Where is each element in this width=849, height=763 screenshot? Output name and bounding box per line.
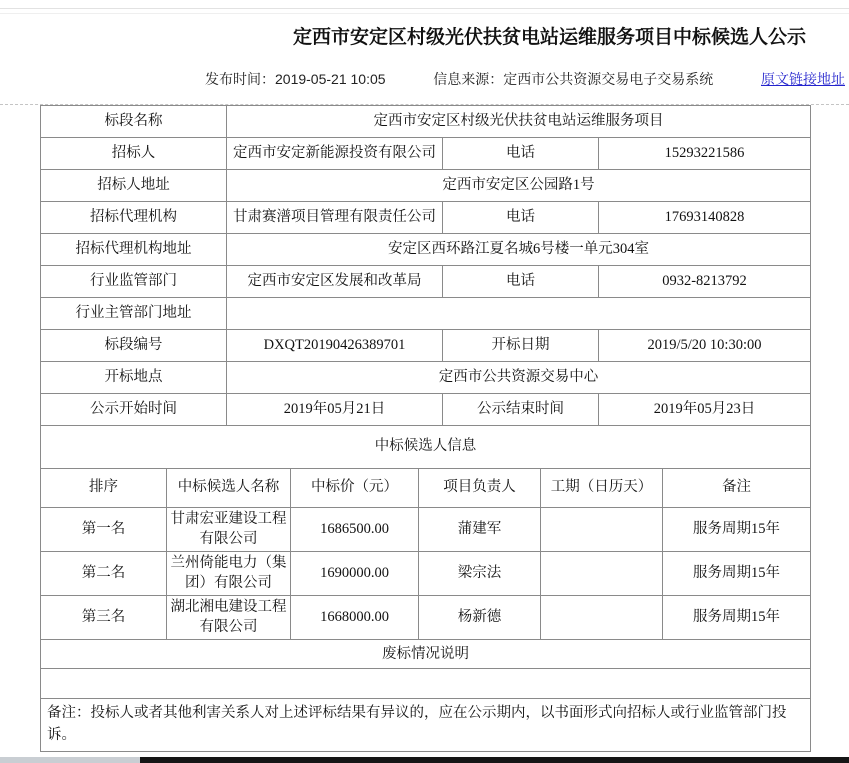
page-title: 定西市安定区村级光伏扶贫电站运维服务项目中标候选人公示 (292, 27, 806, 48)
candidate-price: 1668000.00 (291, 596, 419, 640)
row-label: 招标代理机构 (41, 202, 227, 234)
candidate-duration (541, 508, 663, 552)
phone-label: 电话 (443, 202, 599, 234)
table-row-agency (41, 202, 811, 234)
row-label: 招标代理机构地址 (41, 234, 227, 266)
invalid-bid-title: 废标情况说明 (41, 640, 811, 669)
publish-time-value: 2019-05-21 10:05 (275, 71, 386, 87)
row-value: 定西市安定区村级光伏扶贫电站运维服务项目 (227, 106, 811, 138)
candidate-name: 湖北湘电建设工程有限公司 (167, 596, 291, 640)
row-value: 甘肃赛潽项目管理有限责任公司 (227, 202, 443, 234)
candidate-row-3 (41, 596, 811, 640)
candidate-price: 1686500.00 (291, 508, 419, 552)
top-divider-line-2 (0, 13, 849, 14)
column-header-note: 备注 (663, 469, 811, 508)
candidate-rank: 第三名 (41, 596, 167, 640)
candidates-section-title: 中标候选人信息 (41, 426, 811, 469)
footnote-text: 备注：投标人或者其他利害关系人对上述评标结果有异议的，应在公示期内，以书面形式向招标人或行业监管部门投诉。 (41, 699, 811, 752)
row-value: 定西市安定新能源投资有限公司 (227, 138, 443, 170)
table-row-section-name (41, 106, 811, 138)
candidate-manager: 蒲建军 (419, 508, 541, 552)
table-row-agency-address (41, 234, 811, 266)
candidate-duration (541, 596, 663, 640)
candidate-name: 兰州倚能电力（集团）有限公司 (167, 552, 291, 596)
candidate-rank: 第二名 (41, 552, 167, 596)
info-source-value: 定西市公共资源交易电子交易系统 (503, 71, 714, 87)
candidates-table (40, 425, 811, 752)
row-label: 行业监管部门 (41, 266, 227, 298)
column-header-rank: 排序 (41, 469, 167, 508)
row-value (227, 298, 811, 330)
candidate-note: 服务周期15年 (663, 552, 811, 596)
column-header-price: 中标价（元） (291, 469, 419, 508)
row-value-2: 2019年05月23日 (599, 394, 811, 426)
row-value: 定西市公共资源交易中心 (227, 362, 811, 394)
phone-value: 15293221586 (599, 138, 811, 170)
row-label: 招标人 (41, 138, 227, 170)
row-value: 2019年05月21日 (227, 394, 443, 426)
candidate-note: 服务周期15年 (663, 508, 811, 552)
row-value: DXQT20190426389701 (227, 330, 443, 362)
invalid-bid-content-row (41, 669, 811, 699)
column-header-manager: 项目负责人 (419, 469, 541, 508)
row-label: 开标地点 (41, 362, 227, 394)
column-header-name: 中标候选人名称 (167, 469, 291, 508)
phone-value: 0932-8213792 (599, 266, 811, 298)
bottom-bar-dark-segment (140, 757, 849, 763)
phone-value: 17693140828 (599, 202, 811, 234)
row-value-2: 2019/5/20 10:30:00 (599, 330, 811, 362)
bottom-bar-light-segment (0, 757, 140, 763)
original-text-link[interactable]: 原文链接地址 (760, 71, 845, 87)
row-value: 定西市安定区公园路1号 (227, 170, 811, 202)
candidate-name: 甘肃宏亚建设工程有限公司 (167, 508, 291, 552)
top-divider-line (0, 8, 849, 9)
table-row-opening-place (41, 362, 811, 394)
info-source-label: 信息来源： (433, 71, 504, 87)
row-label: 行业主管部门地址 (41, 298, 227, 330)
phone-label: 电话 (443, 138, 599, 170)
candidate-manager: 杨新德 (419, 596, 541, 640)
table-row-supervisor-address (41, 298, 811, 330)
row-value: 安定区西环路江夏名城6号楼一单元304室 (227, 234, 811, 266)
candidate-row-1 (41, 508, 811, 552)
phone-label: 电话 (443, 266, 599, 298)
table-row-tenderee-address (41, 170, 811, 202)
invalid-bid-title-row (41, 640, 811, 669)
table-row-tenderee (41, 138, 811, 170)
invalid-bid-content (41, 669, 811, 699)
table-row-supervisor (41, 266, 811, 298)
project-info-table (40, 105, 811, 426)
column-header-duration: 工期（日历天） (541, 469, 663, 508)
row-label: 招标人地址 (41, 170, 227, 202)
table-row-publicity-period (41, 394, 811, 426)
candidate-row-2 (41, 552, 811, 596)
candidate-manager: 梁宗法 (419, 552, 541, 596)
row-value: 定西市安定区发展和改革局 (227, 266, 443, 298)
row-label-2: 公示结束时间 (443, 394, 599, 426)
row-label: 标段名称 (41, 106, 227, 138)
row-label: 标段编号 (41, 330, 227, 362)
publish-time (205, 69, 386, 89)
publish-time-label: 发布时间： (205, 71, 275, 87)
table-row-section-number (41, 330, 811, 362)
candidate-duration (541, 552, 663, 596)
row-label-2: 开标日期 (443, 330, 599, 362)
row-label: 公示开始时间 (41, 394, 227, 426)
info-source (433, 69, 713, 89)
candidate-price: 1690000.00 (291, 552, 419, 596)
candidates-section-row (41, 426, 811, 469)
meta-row (205, 69, 845, 89)
candidates-header-row (41, 469, 811, 508)
candidate-note: 服务周期15年 (663, 596, 811, 640)
candidate-rank: 第一名 (41, 508, 167, 552)
footnote-row (41, 699, 811, 752)
